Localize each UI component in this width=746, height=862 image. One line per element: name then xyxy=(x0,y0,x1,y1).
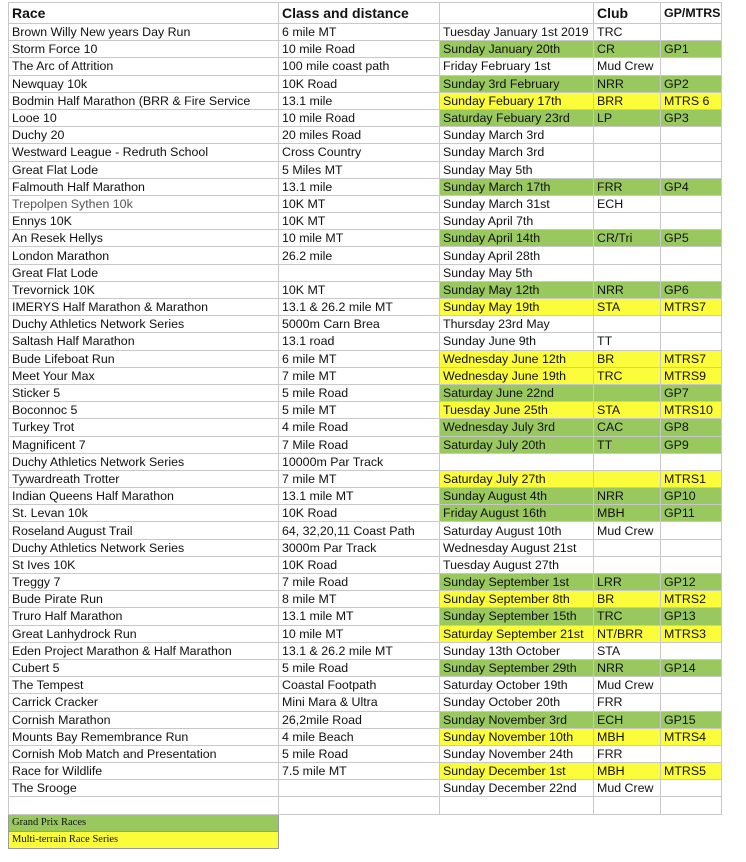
club-cell: Mud Crew xyxy=(594,780,661,797)
distance-cell: 7 Mile Road xyxy=(279,436,440,453)
club-cell: STA xyxy=(594,642,661,659)
date-cell: Sunday Febuary 17th xyxy=(440,92,594,109)
race-cell: St Ives 10K xyxy=(9,556,279,573)
race-cell: Trepolpen Sythen 10k xyxy=(9,195,279,212)
table-body xyxy=(9,24,722,815)
table-row xyxy=(9,41,722,58)
distance-cell: 26,2mile Road xyxy=(279,711,440,728)
gp-cell: MTRS2 xyxy=(661,591,722,608)
table-row xyxy=(9,247,722,264)
date-cell: Sunday September 29th xyxy=(440,659,594,676)
club-cell xyxy=(594,213,661,230)
distance-cell xyxy=(279,780,440,797)
date-cell: Sunday April 28th xyxy=(440,247,594,264)
club-cell: MBH xyxy=(594,763,661,780)
distance-cell: 5 mile Road xyxy=(279,659,440,676)
club-cell: BRR xyxy=(594,92,661,109)
gp-cell xyxy=(661,797,722,814)
club-cell: NRR xyxy=(594,75,661,92)
race-cell: The Srooge xyxy=(9,780,279,797)
club-cell: NRR xyxy=(594,659,661,676)
distance-cell: 10K MT xyxy=(279,281,440,298)
distance-cell: 13.1 mile MT xyxy=(279,608,440,625)
club-cell: TRC xyxy=(594,24,661,41)
distance-cell: 6 mile MT xyxy=(279,24,440,41)
club-cell: NRR xyxy=(594,488,661,505)
date-cell: Sunday March 3rd xyxy=(440,127,594,144)
gp-cell: GP15 xyxy=(661,711,722,728)
race-cell: Cubert 5 xyxy=(9,659,279,676)
table-row xyxy=(9,264,722,281)
distance-cell: 10K MT xyxy=(279,213,440,230)
gp-cell xyxy=(661,539,722,556)
race-cell: Boconnoc 5 xyxy=(9,402,279,419)
gp-cell: MTRS1 xyxy=(661,470,722,487)
distance-cell: 100 mile coast path xyxy=(279,58,440,75)
table-row xyxy=(9,92,722,109)
date-cell: Sunday March 17th xyxy=(440,178,594,195)
race-cell: Bude Lifeboat Run xyxy=(9,350,279,367)
gp-cell: MTRS7 xyxy=(661,350,722,367)
race-cell: Falmouth Half Marathon xyxy=(9,178,279,195)
gp-cell xyxy=(661,144,722,161)
distance-cell: 5000m Carn Brea xyxy=(279,316,440,333)
race-cell: IMERYS Half Marathon & Marathon xyxy=(9,299,279,316)
race-cell: Turkey Trot xyxy=(9,419,279,436)
race-cell: London Marathon xyxy=(9,247,279,264)
club-cell: TRC xyxy=(594,367,661,384)
gp-cell: MTRS 6 xyxy=(661,92,722,109)
race-cell: Looe 10 xyxy=(9,109,279,126)
club-cell: TT xyxy=(594,333,661,350)
gp-cell xyxy=(661,127,722,144)
club-cell xyxy=(594,264,661,281)
table-row xyxy=(9,161,722,178)
gp-cell: GP1 xyxy=(661,41,722,58)
club-cell xyxy=(594,797,661,814)
table-row xyxy=(9,505,722,522)
date-cell: Sunday December 22nd xyxy=(440,780,594,797)
table-row xyxy=(9,402,722,419)
club-cell: MBH xyxy=(594,505,661,522)
distance-cell: 5 mile Road xyxy=(279,745,440,762)
table-row xyxy=(9,694,722,711)
gp-cell: GP4 xyxy=(661,178,722,195)
gp-cell: GP5 xyxy=(661,230,722,247)
gp-cell xyxy=(661,161,722,178)
date-cell: Saturday June 22nd xyxy=(440,384,594,401)
gp-cell xyxy=(661,264,722,281)
gp-cell: GP13 xyxy=(661,608,722,625)
date-cell: Tuesday January 1st 2019 xyxy=(440,24,594,41)
race-cell: St. Levan 10k xyxy=(9,505,279,522)
date-cell: Sunday May 19th xyxy=(440,299,594,316)
table-row xyxy=(9,58,722,75)
table-row xyxy=(9,75,722,92)
date-cell: Saturday July 27th xyxy=(440,470,594,487)
distance-cell: 6 mile MT xyxy=(279,350,440,367)
header-gp-mtrs: GP/MTRS xyxy=(661,3,722,24)
gp-cell xyxy=(661,333,722,350)
gp-cell xyxy=(661,780,722,797)
gp-cell xyxy=(661,522,722,539)
distance-cell: 10 mile MT xyxy=(279,625,440,642)
race-cell: Duchy Athletics Network Series xyxy=(9,453,279,470)
race-cell: Great Flat Lode xyxy=(9,264,279,281)
gp-cell: GP3 xyxy=(661,109,722,126)
table-row xyxy=(9,299,722,316)
table-row xyxy=(9,144,722,161)
distance-cell: 3000m Par Track xyxy=(279,539,440,556)
race-cell: Indian Queens Half Marathon xyxy=(9,488,279,505)
gp-cell: GP7 xyxy=(661,384,722,401)
race-cell: Storm Force 10 xyxy=(9,41,279,58)
club-cell: STA xyxy=(594,402,661,419)
date-cell: Sunday 13th October xyxy=(440,642,594,659)
date-cell: Sunday November 10th xyxy=(440,728,594,745)
club-cell: LP xyxy=(594,109,661,126)
table-row xyxy=(9,522,722,539)
club-cell: Mud Crew xyxy=(594,677,661,694)
table-row xyxy=(9,109,722,126)
gp-cell: MTRS7 xyxy=(661,299,722,316)
race-cell: Duchy Athletics Network Series xyxy=(9,316,279,333)
race-cell: Brown Willy New years Day Run xyxy=(9,24,279,41)
distance-cell: 10K Road xyxy=(279,556,440,573)
club-cell xyxy=(594,247,661,264)
distance-cell: 5 mile MT xyxy=(279,402,440,419)
date-cell: Saturday October 19th xyxy=(440,677,594,694)
distance-cell: 4 mile Beach xyxy=(279,728,440,745)
race-cell: Eden Project Marathon & Half Marathon xyxy=(9,642,279,659)
distance-cell: 8 mile MT xyxy=(279,591,440,608)
club-cell: Mud Crew xyxy=(594,58,661,75)
date-cell: Sunday May 5th xyxy=(440,264,594,281)
distance-cell: 13.1 & 26.2 mile MT xyxy=(279,299,440,316)
table-row xyxy=(9,419,722,436)
club-cell: ECH xyxy=(594,711,661,728)
club-cell: FRR xyxy=(594,745,661,762)
gp-cell xyxy=(661,745,722,762)
date-cell: Sunday August 4th xyxy=(440,488,594,505)
date-cell: Saturday July 20th xyxy=(440,436,594,453)
date-cell: Friday February 1st xyxy=(440,58,594,75)
race-cell: Cornish Mob Match and Presentation xyxy=(9,745,279,762)
table-row xyxy=(9,625,722,642)
gp-cell: GP10 xyxy=(661,488,722,505)
table-row xyxy=(9,281,722,298)
table-row xyxy=(9,178,722,195)
date-cell: Sunday April 14th xyxy=(440,230,594,247)
race-cell: The Tempest xyxy=(9,677,279,694)
race-cell: Meet Your Max xyxy=(9,367,279,384)
table-row xyxy=(9,711,722,728)
gp-cell xyxy=(661,195,722,212)
club-cell xyxy=(594,539,661,556)
club-cell: LRR xyxy=(594,574,661,591)
race-calendar-table xyxy=(8,2,722,849)
legend xyxy=(9,814,722,848)
race-cell: Ennys 10K xyxy=(9,213,279,230)
distance-cell: 13.1 & 26.2 mile MT xyxy=(279,642,440,659)
race-cell: Carrick Cracker xyxy=(9,694,279,711)
table-row xyxy=(9,763,722,780)
distance-cell: 7 mile Road xyxy=(279,574,440,591)
legend-grand-prix: Grand Prix Races xyxy=(9,814,279,831)
header-club: Club xyxy=(594,3,661,24)
date-cell: Tuesday August 27th xyxy=(440,556,594,573)
gp-cell: GP9 xyxy=(661,436,722,453)
race-cell: Duchy Athletics Network Series xyxy=(9,539,279,556)
date-cell: Wednesday August 21st xyxy=(440,539,594,556)
gp-cell xyxy=(661,694,722,711)
club-cell: MBH xyxy=(594,728,661,745)
club-cell: FRR xyxy=(594,694,661,711)
date-cell: Thursday 23rd May xyxy=(440,316,594,333)
date-cell: Sunday December 1st xyxy=(440,763,594,780)
gp-cell: GP12 xyxy=(661,574,722,591)
table-row xyxy=(9,316,722,333)
date-cell xyxy=(440,453,594,470)
distance-cell: 10K Road xyxy=(279,505,440,522)
date-cell: Sunday September 8th xyxy=(440,591,594,608)
header-date xyxy=(440,3,594,24)
distance-cell: 20 miles Road xyxy=(279,127,440,144)
gp-cell xyxy=(661,58,722,75)
club-cell: NT/BRR xyxy=(594,625,661,642)
race-cell: Great Lanhydrock Run xyxy=(9,625,279,642)
race-cell: Great Flat Lode xyxy=(9,161,279,178)
date-cell xyxy=(440,797,594,814)
date-cell: Saturday Febuary 23rd xyxy=(440,109,594,126)
distance-cell: 13.1 road xyxy=(279,333,440,350)
distance-cell: 5 Miles MT xyxy=(279,161,440,178)
gp-cell: GP2 xyxy=(661,75,722,92)
club-cell: ECH xyxy=(594,195,661,212)
date-cell: Sunday May 12th xyxy=(440,281,594,298)
date-cell: Wednesday July 3rd xyxy=(440,419,594,436)
race-cell: Mounts Bay Remembrance Run xyxy=(9,728,279,745)
date-cell: Sunday September 15th xyxy=(440,608,594,625)
table-row xyxy=(9,780,722,797)
race-cell xyxy=(9,797,279,814)
distance-cell: Cross Country xyxy=(279,144,440,161)
header-row xyxy=(9,3,722,24)
club-cell: CR xyxy=(594,41,661,58)
table-row xyxy=(9,367,722,384)
gp-cell xyxy=(661,453,722,470)
table-row xyxy=(9,470,722,487)
club-cell xyxy=(594,161,661,178)
table-row xyxy=(9,127,722,144)
date-cell: Tuesday June 25th xyxy=(440,402,594,419)
table-row xyxy=(9,591,722,608)
gp-cell: GP14 xyxy=(661,659,722,676)
table-row xyxy=(9,797,722,814)
club-cell: BR xyxy=(594,350,661,367)
distance-cell: 10K Road xyxy=(279,75,440,92)
gp-cell: MTRS3 xyxy=(661,625,722,642)
table-row xyxy=(9,659,722,676)
race-cell: Trevornick 10K xyxy=(9,281,279,298)
date-cell: Sunday January 20th xyxy=(440,41,594,58)
table-row xyxy=(9,195,722,212)
gp-cell: MTRS9 xyxy=(661,367,722,384)
distance-cell: 10 mile Road xyxy=(279,109,440,126)
gp-cell: MTRS5 xyxy=(661,763,722,780)
table-row xyxy=(9,556,722,573)
distance-cell: 13.1 mile xyxy=(279,178,440,195)
date-cell: Sunday March 3rd xyxy=(440,144,594,161)
gp-cell xyxy=(661,247,722,264)
date-cell: Sunday April 7th xyxy=(440,213,594,230)
gp-cell xyxy=(661,642,722,659)
race-cell: Bodmin Half Marathon (BRR & Fire Service xyxy=(9,92,279,109)
distance-cell: 26.2 mile xyxy=(279,247,440,264)
race-cell: Treggy 7 xyxy=(9,574,279,591)
distance-cell xyxy=(279,797,440,814)
club-cell xyxy=(594,470,661,487)
date-cell: Sunday November 24th xyxy=(440,745,594,762)
table-row xyxy=(9,24,722,41)
race-cell: Bude Pirate Run xyxy=(9,591,279,608)
table-row xyxy=(9,384,722,401)
race-cell: Roseland August Trail xyxy=(9,522,279,539)
race-cell: Tywardreath Trotter xyxy=(9,470,279,487)
gp-cell xyxy=(661,556,722,573)
distance-cell: 10 mile MT xyxy=(279,230,440,247)
club-cell: STA xyxy=(594,299,661,316)
race-cell: Race for Wildlife xyxy=(9,763,279,780)
date-cell: Sunday 3rd February xyxy=(440,75,594,92)
table-row xyxy=(9,350,722,367)
distance-cell: 10 mile Road xyxy=(279,41,440,58)
club-cell xyxy=(594,556,661,573)
race-cell: Westward League - Redruth School xyxy=(9,144,279,161)
table-row xyxy=(9,574,722,591)
club-cell xyxy=(594,453,661,470)
distance-cell: 5 mile Road xyxy=(279,384,440,401)
gp-cell: GP11 xyxy=(661,505,722,522)
distance-cell: 13.1 mile xyxy=(279,92,440,109)
date-cell: Friday August 16th xyxy=(440,505,594,522)
table-row xyxy=(9,436,722,453)
distance-cell: 10K MT xyxy=(279,195,440,212)
gp-cell: MTRS4 xyxy=(661,728,722,745)
date-cell: Sunday May 5th xyxy=(440,161,594,178)
race-cell: Truro Half Marathon xyxy=(9,608,279,625)
club-cell: Mud Crew xyxy=(594,522,661,539)
club-cell xyxy=(594,144,661,161)
club-cell: CAC xyxy=(594,419,661,436)
club-cell xyxy=(594,127,661,144)
club-cell: CR/Tri xyxy=(594,230,661,247)
distance-cell: 64, 32,20,11 Coast Path xyxy=(279,522,440,539)
date-cell: Sunday June 9th xyxy=(440,333,594,350)
header-distance: Class and distance xyxy=(279,3,440,24)
gp-cell: GP8 xyxy=(661,419,722,436)
club-cell: NRR xyxy=(594,281,661,298)
gp-cell xyxy=(661,213,722,230)
race-cell: Saltash Half Marathon xyxy=(9,333,279,350)
race-cell: Magnificent 7 xyxy=(9,436,279,453)
table-row xyxy=(9,745,722,762)
distance-cell: 7 mile MT xyxy=(279,367,440,384)
table-row xyxy=(9,230,722,247)
table-row xyxy=(9,642,722,659)
distance-cell: Mini Mara & Ultra xyxy=(279,694,440,711)
header-race: Race xyxy=(9,3,279,24)
date-cell: Wednesday June 19th xyxy=(440,367,594,384)
table-row xyxy=(9,213,722,230)
date-cell: Saturday August 10th xyxy=(440,522,594,539)
gp-cell: MTRS10 xyxy=(661,402,722,419)
distance-cell: 7 mile MT xyxy=(279,470,440,487)
club-cell xyxy=(594,316,661,333)
gp-cell xyxy=(661,24,722,41)
date-cell: Wednesday June 12th xyxy=(440,350,594,367)
date-cell: Sunday October 20th xyxy=(440,694,594,711)
distance-cell: 10000m Par Track xyxy=(279,453,440,470)
club-cell: TRC xyxy=(594,608,661,625)
distance-cell: Coastal Footpath xyxy=(279,677,440,694)
distance-cell: 13.1 mile MT xyxy=(279,488,440,505)
gp-cell xyxy=(661,316,722,333)
table-row xyxy=(9,677,722,694)
club-cell xyxy=(594,384,661,401)
table-row xyxy=(9,333,722,350)
date-cell: Sunday November 3rd xyxy=(440,711,594,728)
club-cell: TT xyxy=(594,436,661,453)
race-cell: Duchy 20 xyxy=(9,127,279,144)
table-row xyxy=(9,539,722,556)
table-row xyxy=(9,728,722,745)
race-cell: An Resek Hellys xyxy=(9,230,279,247)
race-cell: Cornish Marathon xyxy=(9,711,279,728)
club-cell: FRR xyxy=(594,178,661,195)
date-cell: Sunday March 31st xyxy=(440,195,594,212)
race-cell: Sticker 5 xyxy=(9,384,279,401)
distance-cell xyxy=(279,264,440,281)
table-row xyxy=(9,608,722,625)
table-row xyxy=(9,453,722,470)
table-row xyxy=(9,488,722,505)
distance-cell: 4 mile Road xyxy=(279,419,440,436)
gp-cell xyxy=(661,677,722,694)
club-cell: BR xyxy=(594,591,661,608)
date-cell: Saturday September 21st xyxy=(440,625,594,642)
legend-multi-terrain: Multi-terrain Race Series xyxy=(9,831,279,848)
race-cell: The Arc of Attrition xyxy=(9,58,279,75)
date-cell: Sunday September 1st xyxy=(440,574,594,591)
race-cell: Newquay 10k xyxy=(9,75,279,92)
distance-cell: 7.5 mile MT xyxy=(279,763,440,780)
gp-cell: GP6 xyxy=(661,281,722,298)
